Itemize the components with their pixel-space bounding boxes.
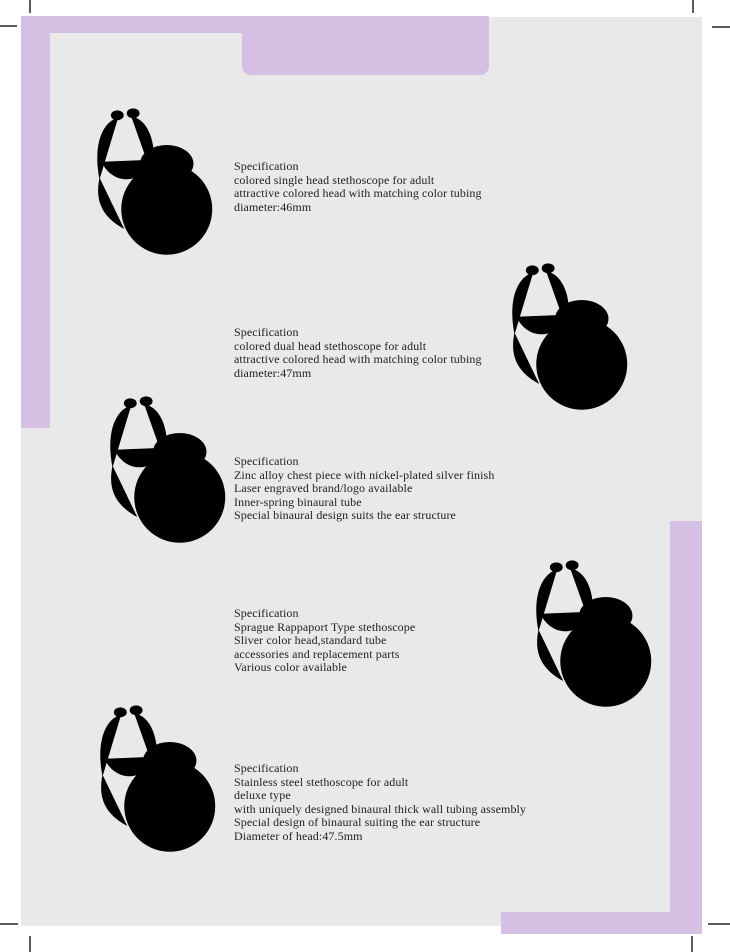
crop-mark-bottom-right-vertical [691, 936, 693, 952]
spec-block-5 [234, 762, 526, 844]
spec-line: attractive colored head with matching color tubing [234, 352, 482, 367]
spec-line: Sliver color head,standard tube [234, 633, 387, 648]
spec-line: Diameter of head:47.5mm [234, 828, 363, 843]
black-stethoscope-photo [68, 388, 246, 556]
spec-line: Special binaural design suits the ear structure [234, 508, 456, 523]
crop-mark-bottom-left-horizontal [0, 923, 18, 925]
spec-line: Special design of binaural suiting the ear structure [234, 815, 481, 830]
spec-block-1 [234, 160, 482, 214]
crop-mark-top-right-vertical [692, 0, 694, 13]
green-single-head-stethoscope-photo [55, 100, 233, 268]
crop-mark-top-left-horizontal [0, 25, 17, 27]
spec-line: Laser engraved brand/logo available [234, 481, 413, 496]
blue-sprague-rappaport-stethoscope-photo [494, 552, 672, 720]
spec-title: Specification [234, 159, 299, 173]
crop-mark-bottom-right-horizontal [708, 923, 730, 925]
spec-line: diameter:47mm [234, 365, 312, 380]
spec-block-2 [234, 326, 482, 380]
spec-line: Inner-spring binaural tube [234, 494, 362, 509]
spec-line: diameter:46mm [234, 199, 312, 214]
right-accent-band [670, 521, 702, 934]
crop-mark-top-left-vertical [29, 0, 31, 13]
crop-mark-top-right-horizontal [712, 26, 730, 28]
sky-blue-stainless-steel-stethoscope-photo [58, 697, 236, 865]
top-thin-accent-bar [21, 16, 243, 33]
spec-line: Sprague Rappaport Type stethoscope [234, 619, 416, 634]
spec-line: Stainless steel stethoscope for adult [234, 774, 409, 789]
top-accent-block [242, 16, 489, 75]
spec-line: with uniquely designed binaural thick wall tubing assembly [234, 801, 527, 816]
bottom-accent-band [501, 912, 702, 934]
spec-title: Specification [234, 325, 299, 339]
spec-title: Specification [234, 606, 299, 620]
left-accent-band [21, 16, 50, 428]
spec-title: Specification [234, 761, 299, 775]
spec-line: Zinc alloy chest piece with nickel-plated silver finish [234, 467, 495, 482]
spec-line: accessories and replacement parts [234, 646, 400, 661]
spec-line: attractive colored head with matching color tubing [234, 186, 482, 201]
spec-block-3 [234, 455, 494, 523]
spec-line: colored dual head stethoscope for adult [234, 338, 427, 353]
spec-line: colored single head stethoscope for adult [234, 172, 435, 187]
spec-line: deluxe type [234, 788, 291, 803]
crop-mark-bottom-left-vertical [29, 936, 31, 952]
spec-line: Various color available [234, 660, 347, 675]
maroon-dual-head-stethoscope-photo [470, 255, 648, 423]
spec-title: Specification [234, 454, 299, 468]
spec-block-4 [234, 607, 415, 675]
